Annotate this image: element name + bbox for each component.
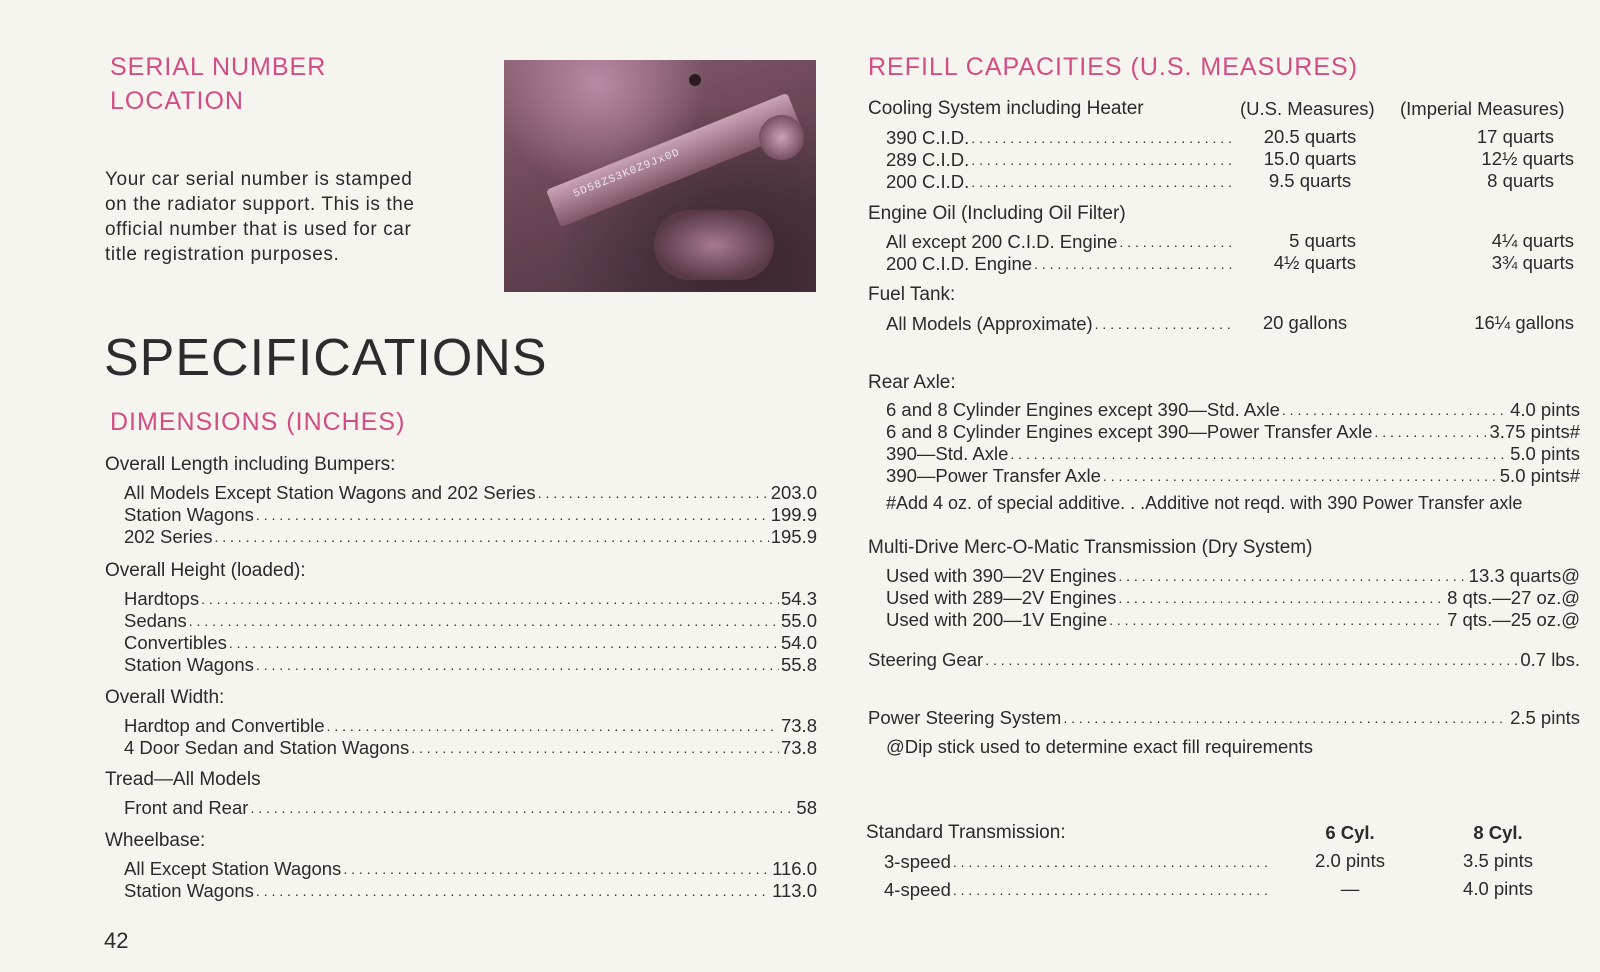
axle-row bbox=[886, 420, 1580, 443]
cooling-row-label: 200 C.I.D. bbox=[886, 171, 970, 192]
serial-heading bbox=[110, 50, 326, 118]
fuel-row bbox=[886, 312, 1236, 335]
oil-row bbox=[886, 252, 1236, 275]
engine-oil-label: Engine Oil (Including Oil Filter) bbox=[868, 203, 1126, 224]
leader-dots bbox=[953, 850, 1272, 873]
dim-row bbox=[124, 631, 817, 654]
transmission-label: Multi-Drive Merc-O-Matic Transmission (Dry System) bbox=[868, 537, 1313, 558]
leader-dots bbox=[214, 525, 768, 548]
radiator-photo bbox=[504, 60, 816, 292]
oil-row-label: All except 200 C.I.D. Engine bbox=[886, 231, 1118, 252]
leader-dots bbox=[1010, 442, 1508, 465]
axle-row-value: 5.0 pints# bbox=[1499, 465, 1580, 486]
dim-group-label: Tread—All Models bbox=[105, 769, 261, 790]
std-trans-6cyl: — bbox=[1340, 878, 1360, 899]
cooling-row-us: 20.5 quarts bbox=[1263, 126, 1357, 147]
serial-body bbox=[105, 167, 415, 267]
power-steering-value: 2.5 pints bbox=[1510, 707, 1580, 728]
dim-row bbox=[124, 714, 817, 737]
trans-row-label: Used with 289—2V Engines bbox=[886, 587, 1117, 608]
cooling-row-us: 15.0 quarts bbox=[1263, 148, 1357, 169]
trans-row bbox=[886, 586, 1580, 609]
dim-row bbox=[124, 653, 817, 676]
leader-dots bbox=[256, 653, 779, 676]
dim-row bbox=[124, 587, 817, 610]
fuel-row-imp: 16¼ gallons bbox=[1474, 312, 1574, 333]
trans-row-label: Used with 200—1V Engine bbox=[886, 609, 1108, 630]
trans-row-value: 13.3 quarts@ bbox=[1468, 565, 1580, 586]
std-trans-row-label: 4-speed bbox=[884, 879, 951, 900]
steering-gear-label: Steering Gear bbox=[868, 649, 984, 670]
leader-dots bbox=[250, 796, 794, 819]
dim-row bbox=[124, 879, 817, 902]
dim-row-label: Station Wagons bbox=[124, 504, 254, 525]
std-trans-row-label: 3-speed bbox=[884, 851, 951, 872]
leader-dots bbox=[201, 587, 779, 610]
cooling-label: Cooling System including Heater bbox=[868, 98, 1144, 119]
dim-group-label: Overall Length including Bumpers: bbox=[105, 454, 396, 475]
dim-row-label: Hardtops bbox=[124, 588, 200, 609]
axle-row-label: 6 and 8 Cylinder Engines except 390—Std. Axle bbox=[886, 399, 1280, 420]
dim-row bbox=[124, 796, 817, 819]
cooling-row-imp: 17 quarts bbox=[1476, 126, 1554, 147]
dim-row bbox=[124, 525, 817, 548]
cooling-row bbox=[886, 170, 1236, 193]
dim-row bbox=[124, 736, 817, 759]
col-us-header: (U.S. Measures) bbox=[1240, 98, 1375, 119]
axle-row-label: 390—Power Transfer Axle bbox=[886, 465, 1101, 486]
serial-body-line: official number that is used for car bbox=[105, 219, 412, 240]
dim-row-value: 195.9 bbox=[770, 526, 817, 547]
dim-row-label: 202 Series bbox=[124, 526, 213, 547]
serial-heading-line1: SERIAL NUMBER bbox=[110, 53, 327, 81]
axle-row-value: 5.0 pints bbox=[1510, 443, 1580, 464]
leader-dots bbox=[189, 609, 779, 632]
dim-row-value: 113.0 bbox=[772, 880, 817, 901]
dim-row bbox=[124, 481, 817, 504]
dim-row-label: Front and Rear bbox=[124, 797, 249, 818]
std-trans-8cyl: 4.0 pints bbox=[1463, 878, 1533, 899]
leader-dots bbox=[538, 481, 769, 504]
leader-dots bbox=[1109, 608, 1445, 631]
fuel-row-us: 20 gallons bbox=[1262, 312, 1348, 333]
oil-row-imp: 4¼ quarts bbox=[1491, 230, 1574, 251]
col-6cyl-header: 6 Cyl. bbox=[1325, 822, 1375, 843]
serial-body-line: title registration purposes. bbox=[105, 244, 340, 265]
photo-radiator-cap bbox=[759, 115, 804, 160]
power-steering-label: Power Steering System bbox=[868, 707, 1062, 728]
dim-row-value: 55.0 bbox=[780, 610, 817, 631]
dim-row-value: 199.9 bbox=[770, 504, 817, 525]
std-trans-6cyl: 2.0 pints bbox=[1315, 850, 1385, 871]
cooling-row-imp: 12½ quarts bbox=[1481, 148, 1574, 169]
dim-row bbox=[124, 503, 817, 526]
dim-row-label: Sedans bbox=[124, 610, 187, 631]
photo-bolt bbox=[689, 74, 701, 86]
axle-row bbox=[886, 398, 1580, 421]
std-trans-8cyl: 3.5 pints bbox=[1463, 850, 1533, 871]
dim-row-value: 116.0 bbox=[772, 858, 817, 879]
leader-dots bbox=[256, 879, 770, 902]
serial-body-line: on the radiator support. This is the bbox=[105, 194, 415, 215]
std-trans-row bbox=[884, 850, 1274, 873]
dim-row-value: 54.3 bbox=[780, 588, 817, 609]
dim-row-label: Station Wagons bbox=[124, 880, 254, 901]
trans-row bbox=[886, 564, 1580, 587]
dim-row-value: 73.8 bbox=[780, 715, 817, 736]
page-number: 42 bbox=[104, 928, 129, 953]
leader-dots bbox=[1034, 252, 1234, 275]
dipstick-note: @Dip stick used to determine exact fill requirements bbox=[886, 736, 1313, 757]
dim-row-label: Convertibles bbox=[124, 632, 227, 653]
fuel-row-label: All Models (Approximate) bbox=[886, 313, 1093, 334]
col-imp-header: (Imperial Measures) bbox=[1400, 98, 1565, 119]
leader-dots bbox=[985, 648, 1518, 671]
dim-row-label: All Except Station Wagons bbox=[124, 858, 342, 879]
std-trans-label: Standard Transmission: bbox=[866, 822, 1066, 843]
power-steering-row bbox=[868, 706, 1580, 729]
cooling-row-imp: 8 quarts bbox=[1487, 170, 1554, 191]
leader-dots bbox=[256, 503, 769, 526]
dim-row-label: 4 Door Sedan and Station Wagons bbox=[124, 737, 410, 758]
leader-dots bbox=[1282, 398, 1508, 421]
leader-dots bbox=[229, 631, 779, 654]
cooling-row bbox=[886, 148, 1236, 171]
leader-dots bbox=[327, 714, 779, 737]
axle-note: #Add 4 oz. of special additive. . .Additive not reqd. with 390 Power Transfer axle bbox=[886, 493, 1523, 513]
leader-dots bbox=[971, 170, 1234, 193]
oil-row-imp: 3¾ quarts bbox=[1491, 252, 1574, 273]
leader-dots bbox=[1063, 706, 1508, 729]
leader-dots bbox=[1118, 586, 1445, 609]
photo-serial-stamp: 5D58ZS3K0Z9Jx0D bbox=[571, 146, 682, 201]
dim-group-label: Wheelbase: bbox=[105, 830, 206, 851]
trans-row-label: Used with 390—2V Engines bbox=[886, 565, 1117, 586]
dim-row bbox=[124, 609, 817, 632]
axle-row-label: 6 and 8 Cylinder Engines except 390—Power Transfer Axle bbox=[886, 421, 1373, 442]
axle-row-value: 4.0 pints bbox=[1510, 399, 1580, 420]
dim-row-value: 203.0 bbox=[770, 482, 817, 503]
steering-gear-value: 0.7 lbs. bbox=[1520, 649, 1580, 670]
oil-row-label: 200 C.I.D. Engine bbox=[886, 253, 1033, 274]
leader-dots bbox=[343, 857, 770, 880]
cooling-row-label: 390 C.I.D. bbox=[886, 127, 970, 148]
oil-row bbox=[886, 230, 1236, 253]
serial-heading-line2: LOCATION bbox=[110, 87, 244, 115]
leader-dots bbox=[1118, 564, 1466, 587]
cooling-row-label: 289 C.I.D. bbox=[886, 149, 970, 170]
leader-dots bbox=[1095, 312, 1234, 335]
std-trans-row bbox=[884, 878, 1274, 901]
serial-body-line: Your car serial number is stamped bbox=[105, 169, 413, 190]
axle-row-value: 3.75 pints# bbox=[1489, 421, 1580, 442]
dim-row-value: 73.8 bbox=[780, 737, 817, 758]
cooling-row-us: 9.5 quarts bbox=[1268, 170, 1352, 191]
leader-dots bbox=[411, 736, 779, 759]
leader-dots bbox=[1119, 230, 1234, 253]
leader-dots bbox=[953, 878, 1272, 901]
col-8cyl-header: 8 Cyl. bbox=[1473, 822, 1523, 843]
leader-dots bbox=[1103, 464, 1498, 487]
cooling-row bbox=[886, 126, 1236, 149]
dim-row-value: 58 bbox=[796, 797, 817, 818]
axle-row bbox=[886, 464, 1580, 487]
oil-row-us: 5 quarts bbox=[1289, 230, 1356, 251]
dim-group-label: Overall Width: bbox=[105, 687, 225, 708]
oil-row-us: 4½ quarts bbox=[1273, 252, 1356, 273]
dim-row-label: Hardtop and Convertible bbox=[124, 715, 325, 736]
trans-row-value: 8 qts.—27 oz.@ bbox=[1447, 587, 1580, 608]
dim-row-value: 55.8 bbox=[780, 654, 817, 675]
steering-gear-row bbox=[868, 648, 1580, 671]
fuel-label: Fuel Tank: bbox=[868, 284, 956, 305]
page-title: SPECIFICATIONS bbox=[104, 329, 548, 387]
trans-row bbox=[886, 608, 1580, 631]
dim-group-label: Overall Height (loaded): bbox=[105, 560, 306, 581]
rear-axle-label: Rear Axle: bbox=[868, 372, 956, 393]
dim-row-label: Station Wagons bbox=[124, 654, 254, 675]
refill-heading: REFILL CAPACITIES (U.S. MEASURES) bbox=[868, 53, 1359, 81]
dim-row-label: All Models Except Station Wagons and 202 Series bbox=[124, 482, 536, 503]
leader-dots bbox=[971, 126, 1234, 149]
dim-row-value: 54.0 bbox=[780, 632, 817, 653]
dimensions-heading: DIMENSIONS (INCHES) bbox=[110, 408, 406, 436]
photo-hose bbox=[654, 210, 774, 280]
trans-row-value: 7 qts.—25 oz.@ bbox=[1447, 609, 1580, 630]
dim-row bbox=[124, 857, 817, 880]
axle-row-label: 390—Std. Axle bbox=[886, 443, 1009, 464]
leader-dots bbox=[971, 148, 1234, 171]
leader-dots bbox=[1374, 420, 1487, 443]
axle-row bbox=[886, 442, 1580, 465]
